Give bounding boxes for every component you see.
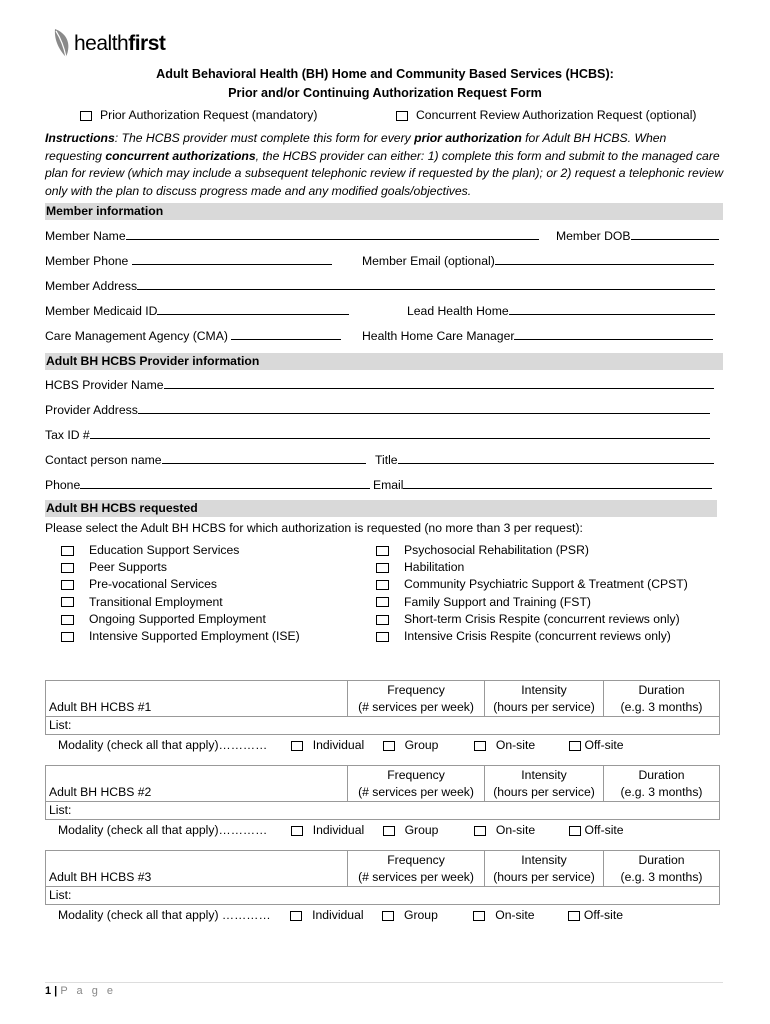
service-option[interactable]: Pre-vocational Services [61,576,300,593]
leaf-icon [52,27,74,61]
hcbs-1-table [45,680,720,735]
service-option[interactable]: Psychosocial Rehabilitation (PSR) [376,542,688,559]
member-medicaid-field[interactable] [157,303,349,315]
service-checkbox[interactable] [61,597,74,607]
member-info-header: Member information [45,203,723,220]
service-checkbox[interactable] [376,615,389,625]
service-checkbox[interactable] [376,546,389,556]
member-address-row[interactable]: Member Address [45,278,715,294]
offsite-checkbox[interactable] [569,741,581,751]
intensity-header[interactable]: Intensity (hours per service) [485,681,604,717]
service-option[interactable]: Intensive Crisis Respite (concurrent reviews only) [376,628,688,645]
service-checkbox[interactable] [61,632,74,642]
group-checkbox[interactable] [383,741,395,751]
individual-checkbox[interactable] [291,826,303,836]
instructions-text: Instructions: The HCBS provider must complete this form for every prior authorization for Adult BH HCBS. When requesting concurrent authorizations, the HCBS provider can either: 1) complete this form and submit to the managed care plan for review (which may include a subsequent telephonic review if requested by the plan); or 2) request a telephonic review only with the plan to discuss progress made and any modified goals/objectives. [45,131,724,198]
offsite-checkbox[interactable] [569,826,581,836]
logo-text: healthfirst [74,32,166,55]
service-checkbox[interactable] [376,580,389,590]
prior-auth-option[interactable]: Prior Authorization Request (mandatory) [80,107,317,123]
lead-health-home-row[interactable]: Lead Health Home [407,303,715,319]
concurrent-auth-checkbox[interactable] [396,111,408,121]
provider-info-header: Adult BH HCBS Provider information [45,353,723,370]
member-phone-field[interactable] [132,253,332,265]
service-option[interactable]: Ongoing Supported Employment [61,611,300,628]
hcbs-1-modality-row: Modality (check all that apply)………… Individual Group On-site Off-site [58,738,624,752]
onsite-checkbox[interactable] [474,741,486,751]
hcbs-3-modality-row: Modality (check all that apply) ………… Individual Group On-site Off-site [58,908,623,922]
service-checkbox[interactable] [61,563,74,573]
cma-field[interactable] [231,328,341,340]
duration-header[interactable]: Duration (e.g. 3 months) [604,766,720,802]
member-email-row[interactable]: Member Email (optional) [362,253,714,269]
contact-name-row[interactable]: Contact person name [45,452,366,468]
offsite-checkbox[interactable] [568,911,580,921]
provider-name-row[interactable]: HCBS Provider Name [45,377,714,393]
hcbs-requested-header: Adult BH HCBS requested [45,500,717,517]
member-medicaid-row[interactable]: Member Medicaid ID [45,303,349,319]
service-option[interactable]: Family Support and Training (FST) [376,594,688,611]
hcbs-2-list[interactable]: List: [46,802,720,820]
page-footer: 1 | P a g e [45,985,116,997]
footer-divider [45,982,723,983]
provider-name-field[interactable] [164,377,714,389]
provider-email-field[interactable] [403,477,712,489]
provider-address-field[interactable] [138,402,710,414]
hh-manager-row[interactable]: Health Home Care Manager [362,328,713,344]
services-right-column [376,542,688,645]
hcbs-3-list[interactable]: List: [46,887,720,905]
member-address-field[interactable] [137,278,715,290]
intensity-header[interactable]: Intensity (hours per service) [485,851,604,887]
duration-header[interactable]: Duration (e.g. 3 months) [604,851,720,887]
services-left-column [61,542,300,645]
group-checkbox[interactable] [383,826,395,836]
tax-id-field[interactable] [90,427,710,439]
service-option[interactable]: Intensive Supported Employment (ISE) [61,628,300,645]
contact-title-row[interactable]: Title [375,452,714,468]
group-checkbox[interactable] [382,911,394,921]
member-phone-row[interactable]: Member Phone [45,253,332,269]
frequency-header[interactable]: Frequency (# services per week) [348,766,485,802]
service-checkbox[interactable] [376,632,389,642]
member-dob-row[interactable]: Member DOB [556,228,719,244]
healthfirst-logo [52,26,165,62]
contact-title-field[interactable] [398,452,714,464]
form-title-line2: Prior and/or Continuing Authorization Request Form [228,86,542,100]
provider-phone-row[interactable]: Phone [45,477,370,493]
hcbs-1-list[interactable]: List: [46,717,720,735]
duration-header[interactable]: Duration (e.g. 3 months) [604,681,720,717]
member-name-row[interactable]: Member Name [45,228,539,244]
service-checkbox[interactable] [61,546,74,556]
hh-manager-field[interactable] [514,328,713,340]
onsite-checkbox[interactable] [474,826,486,836]
service-checkbox[interactable] [61,580,74,590]
service-option[interactable]: Peer Supports [61,559,300,576]
onsite-checkbox[interactable] [473,911,485,921]
concurrent-auth-option[interactable]: Concurrent Review Authorization Request (optional) [396,107,696,123]
hcbs-3-table [45,850,720,905]
hcbs-select-prompt: Please select the Adult BH HCBS for which authorization is requested (no more than 3 per request): [45,521,583,535]
individual-checkbox[interactable] [290,911,302,921]
page-number: 1 [45,985,52,997]
cma-row[interactable]: Care Management Agency (CMA) [45,328,341,344]
hcbs-1-name: Adult BH HCBS #1 [46,681,348,717]
service-option[interactable]: Community Psychiatric Support & Treatment (CPST) [376,576,688,593]
hcbs-2-modality-row: Modality (check all that apply)………… Individual Group On-site Off-site [58,823,624,837]
hcbs-3-name: Adult BH HCBS #3 [46,851,348,887]
service-checkbox[interactable] [376,597,389,607]
service-checkbox[interactable] [61,615,74,625]
provider-email-row[interactable]: Email [373,477,712,493]
member-dob-field[interactable] [631,228,719,240]
member-name-field[interactable] [126,228,539,240]
provider-address-row[interactable]: Provider Address [45,402,710,418]
service-option[interactable]: Habilitation [376,559,688,576]
contact-name-field[interactable] [162,452,366,464]
individual-checkbox[interactable] [291,741,303,751]
frequency-header[interactable]: Frequency (# services per week) [348,851,485,887]
prior-auth-checkbox[interactable] [80,111,92,121]
member-email-field[interactable] [495,253,714,265]
service-option[interactable]: Education Support Services [61,542,300,559]
form-title-line1: Adult Behavioral Health (BH) Home and Community Based Services (HCBS): [156,67,614,81]
service-checkbox[interactable] [376,563,389,573]
service-option[interactable]: Transitional Employment [61,594,300,611]
hcbs-2-table [45,765,720,820]
intensity-header[interactable]: Intensity (hours per service) [485,766,604,802]
provider-phone-field[interactable] [80,477,370,489]
lead-health-home-field[interactable] [509,303,715,315]
frequency-header[interactable]: Frequency (# services per week) [348,681,485,717]
tax-id-row[interactable]: Tax ID # [45,427,710,443]
hcbs-2-name: Adult BH HCBS #2 [46,766,348,802]
service-option[interactable]: Short-term Crisis Respite (concurrent reviews only) [376,611,688,628]
